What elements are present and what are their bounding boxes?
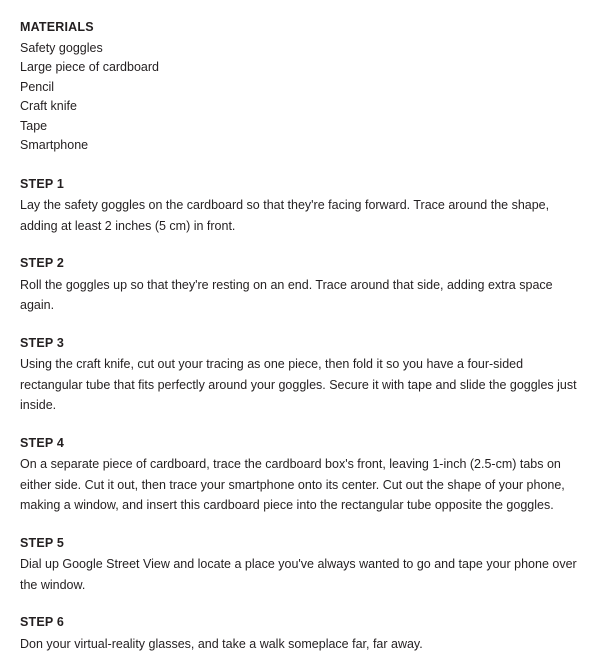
step-body: Dial up Google Street View and locate a place you've always wanted to go and tape your phone over the window. xyxy=(20,554,578,595)
list-item: Pencil xyxy=(20,78,578,98)
step-block-6 xyxy=(20,613,578,654)
step-body: Roll the goggles up so that they're resting on an end. Trace around that side, adding extra space again. xyxy=(20,275,578,316)
step-body: Don your virtual-reality glasses, and take a walk someplace far, far away. xyxy=(20,634,578,654)
step-body: On a separate piece of cardboard, trace the cardboard box's front, leaving 1-inch (2.5-cm) tabs on either side. Cut it out, then trace your smartphone onto its center. Cut out the shape of your phone, making a window, and insert this cardboard piece into the rectangular tube opposite the goggles. xyxy=(20,454,578,516)
step-block-5 xyxy=(20,534,578,596)
step-title: STEP 2 xyxy=(20,254,578,274)
list-item: Craft knife xyxy=(20,97,578,117)
materials-heading: MATERIALS xyxy=(20,18,578,38)
step-title: STEP 6 xyxy=(20,613,578,633)
step-body: Lay the safety goggles on the cardboard so that they're facing forward. Trace around the shape, adding at least 2 inches (5 cm) in front. xyxy=(20,195,578,236)
list-item: Tape xyxy=(20,117,578,137)
step-title: STEP 3 xyxy=(20,334,578,354)
step-title: STEP 5 xyxy=(20,534,578,554)
step-block-2 xyxy=(20,254,578,316)
list-item: Safety goggles xyxy=(20,39,578,59)
step-block-4 xyxy=(20,434,578,516)
step-body: Using the craft knife, cut out your tracing as one piece, then fold it so you have a four-sided rectangular tube that fits perfectly around your goggles. Secure it with tape and slide the goggles just inside. xyxy=(20,354,578,416)
step-block-1 xyxy=(20,175,578,237)
step-title: STEP 1 xyxy=(20,175,578,195)
list-item: Smartphone xyxy=(20,136,578,156)
step-block-3 xyxy=(20,334,578,416)
materials-list xyxy=(20,39,578,156)
step-title: STEP 4 xyxy=(20,434,578,454)
list-item: Large piece of cardboard xyxy=(20,58,578,78)
